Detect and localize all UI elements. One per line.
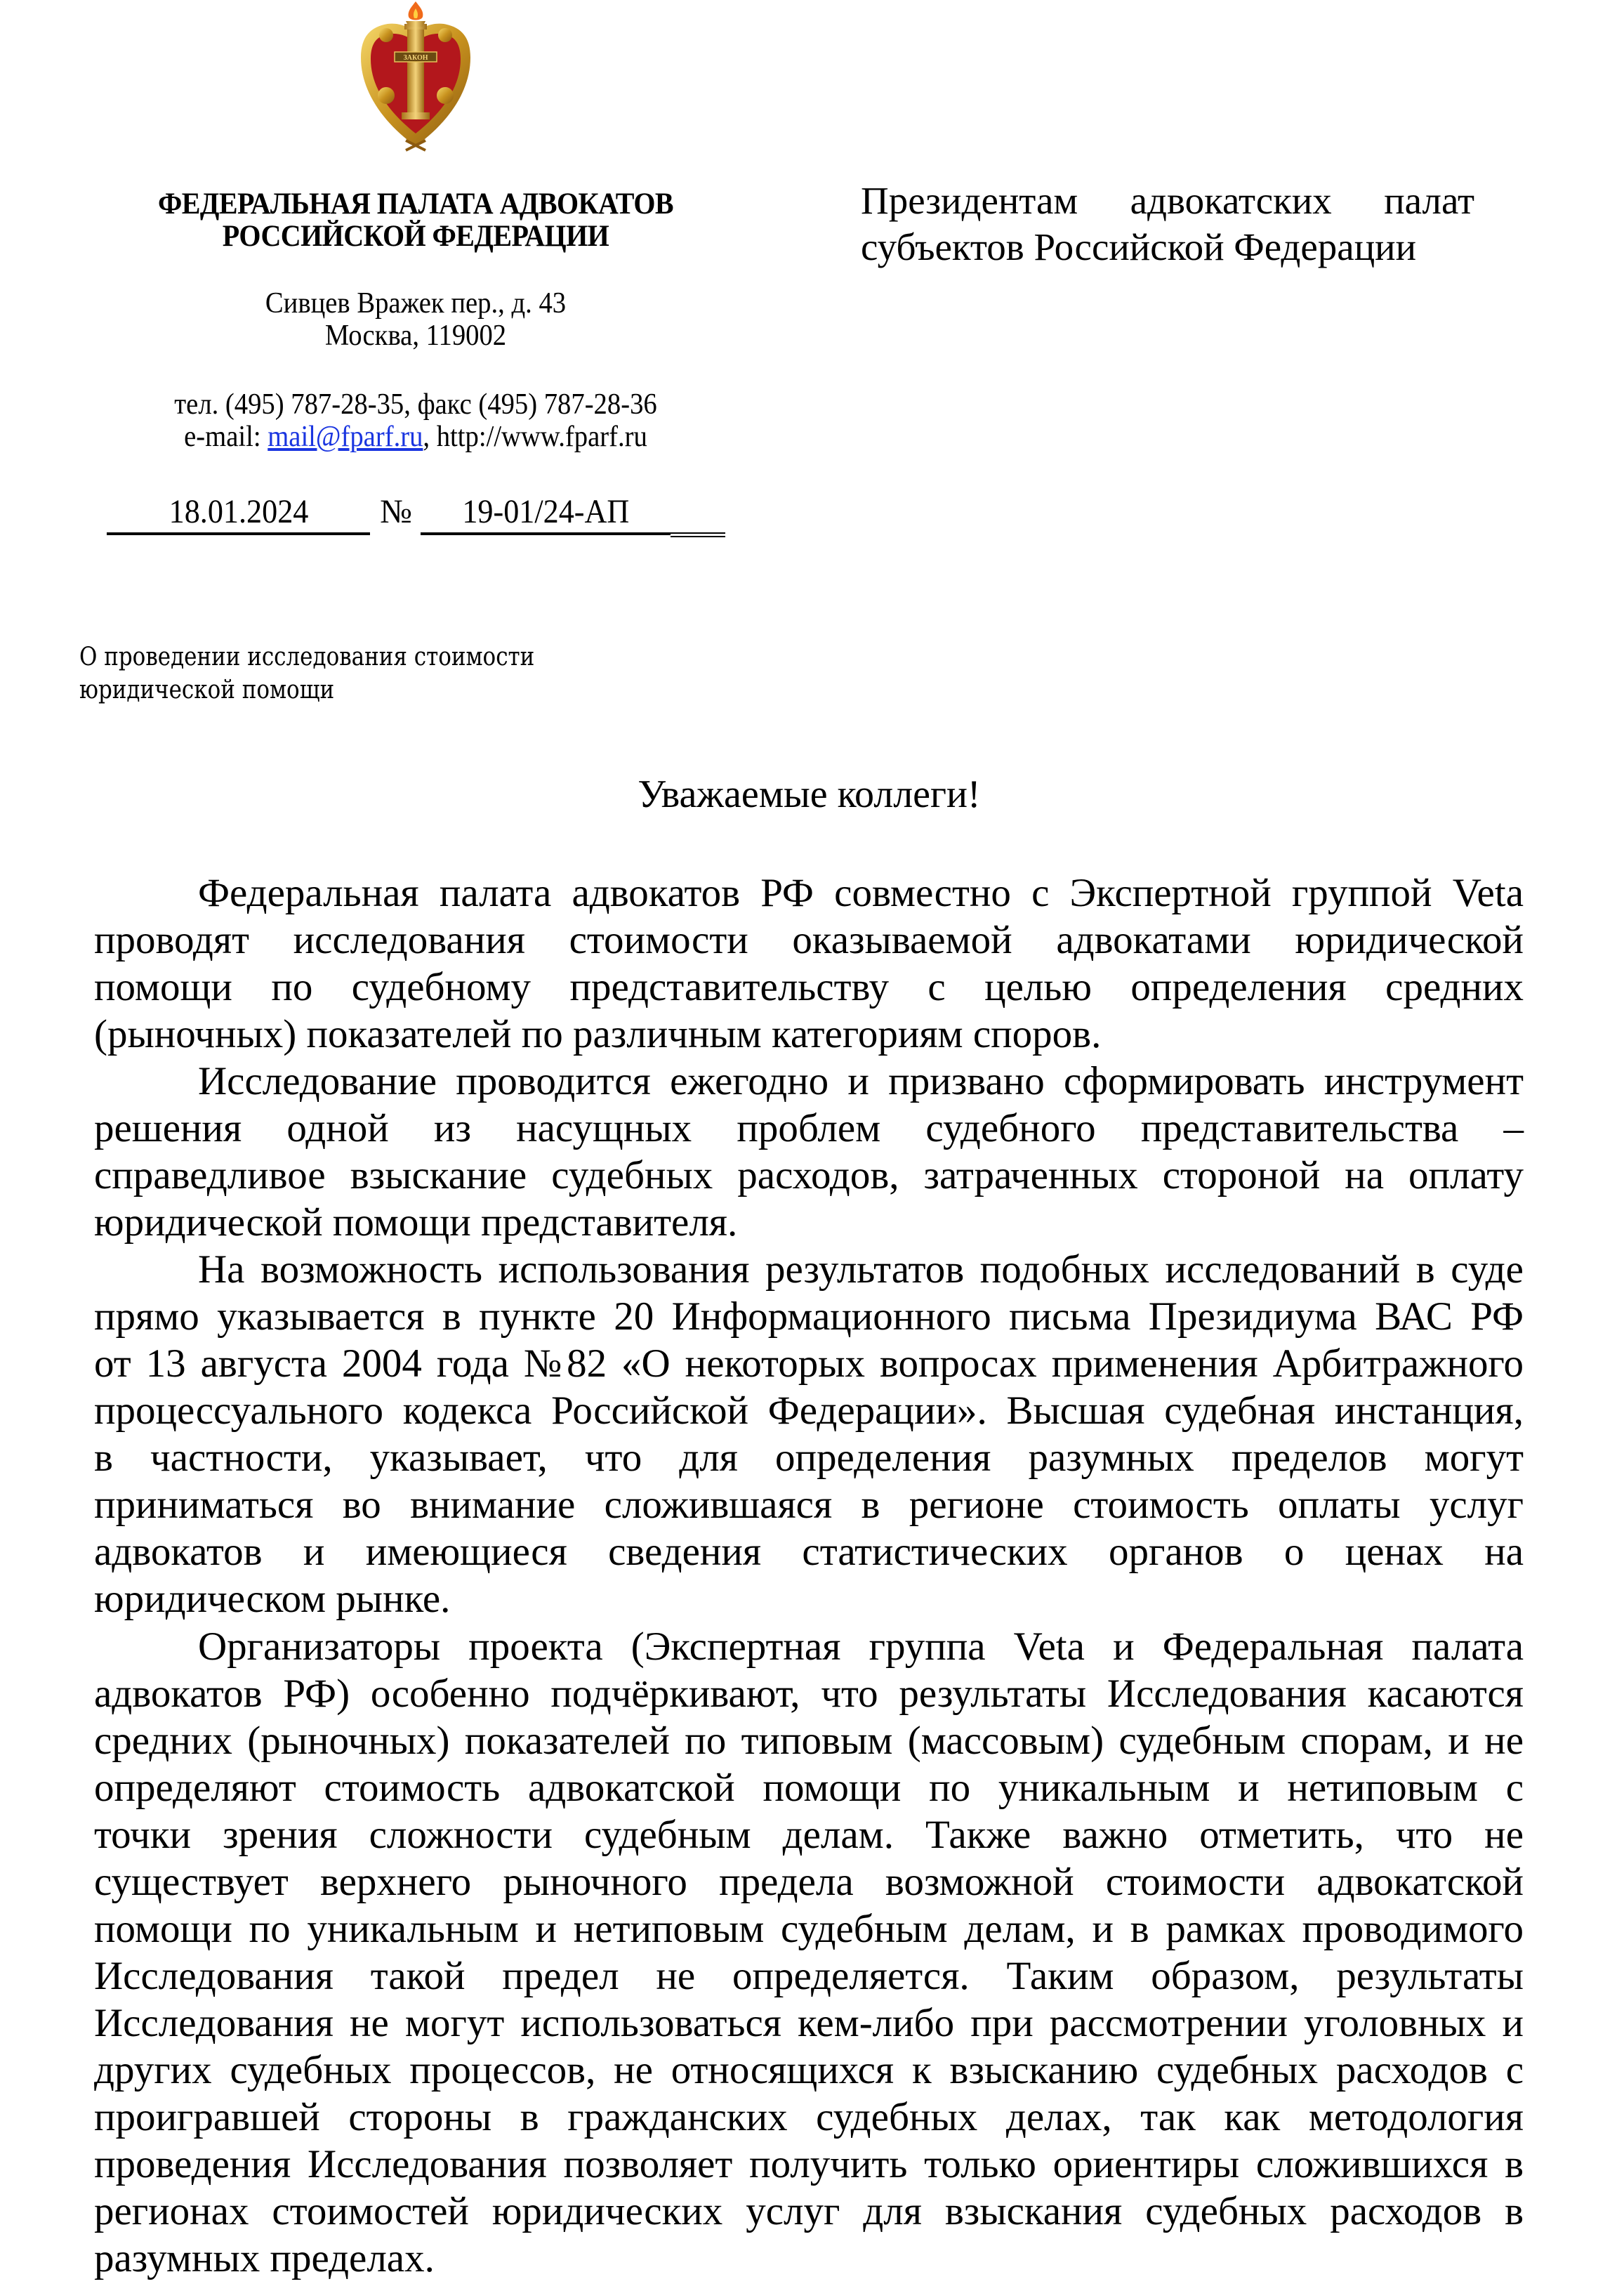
body-line: помощи по уникальным и нетиповым судебным делам, и в рамках проводимого <box>94 1906 1524 1951</box>
body-line: в частности, указывает, что для определения разумных пределов могут <box>94 1436 1524 1481</box>
registration-number-field <box>421 492 671 535</box>
number-sign: № <box>380 493 412 530</box>
registration-underline-tail <box>671 492 725 537</box>
body-paragraph <box>94 869 1524 1058</box>
body-line: регионах стоимостей юридических услуг для взыскания судебных расходов в <box>94 2188 1524 2233</box>
body-paragraph <box>94 1246 1524 1622</box>
subject-line1: О проведении исследования стоимости <box>79 643 535 671</box>
body-line: (рыночных) показателей по различным категориям споров. <box>94 1012 1102 1057</box>
contact-phone-fax: тел. (495) 787-28-35, факс (495) 787-28-36 <box>174 388 657 421</box>
body-line: существует верхнего рыночного предела возможной стоимости адвокатской <box>94 1859 1524 1904</box>
website-text: http://www.fparf.ru <box>436 421 647 453</box>
addressee-line2: субъектов Российской Федерации <box>861 225 1417 268</box>
scroll-curl-left <box>378 87 395 104</box>
greeting <box>0 771 1624 818</box>
body-line: приниматься во внимание сложившаяся в регионе стоимость оплаты услуг <box>94 1483 1524 1528</box>
registration-date-field <box>107 492 370 535</box>
body-line: Организаторы проекта (Экспертная группа Veta и Федеральная палата <box>198 1624 1524 1669</box>
plaque-text: ЗАКОН <box>403 54 428 62</box>
subject-line2: юридической помощи <box>79 676 335 704</box>
body-line: прямо указывается в пункте 20 Информационного письма Президиума ВАС РФ <box>94 1294 1524 1339</box>
scroll-curl-right <box>437 87 454 104</box>
body-line: Исследование проводится ежегодно и призвано сформировать инструмент <box>198 1059 1524 1104</box>
contact-email-web <box>130 421 701 453</box>
body-line: проведения Исследования позволяет получить только ориентиры сложившихся в <box>94 2141 1524 2186</box>
letter-body <box>94 869 1524 2282</box>
addressee-line1: Президентам адвокатских палат <box>861 179 1474 222</box>
body-line: точки зрения сложности судебным делам. Также важно отметить, что не <box>94 1812 1524 1857</box>
email-label: e-mail: <box>184 421 268 453</box>
greeting-text: Уважаемые коллеги! <box>638 773 981 816</box>
fpa-emblem-logo <box>355 0 476 155</box>
body-line: адвокатов РФ) особенно подчёркивают, что результаты Исследования касаются <box>94 1671 1524 1716</box>
body-paragraph <box>94 1058 1524 1246</box>
body-line: от 13 августа 2004 года №82 «О некоторых вопросах применения Арбитражного <box>94 1341 1524 1386</box>
body-line: Исследования такой предел не определяется. Таким образом, результаты <box>94 1953 1524 1998</box>
body-line: Федеральная палата адвокатов РФ совместно с Экспертной группой Veta <box>198 871 1524 915</box>
body-line: решения одной из насущных проблем судебного представительства – <box>94 1106 1524 1151</box>
address-street: Сивцев Вражек пер., д. 43 <box>265 287 567 320</box>
body-line: средних (рыночных) показателей по типовым (массовым) судебным спорам, и не <box>94 1718 1524 1763</box>
registration-date: 18.01.2024 <box>169 493 308 530</box>
body-line: помощи по судебному представительству с целью определения средних <box>94 965 1524 1010</box>
emblem-icon <box>355 0 476 155</box>
body-line: других судебных процессов, не относящихся к взысканию судебных расходов с <box>94 2047 1524 2092</box>
body-line: юридической помощи представителя. <box>94 1200 738 1245</box>
body-line: определяют стоимость адвокатской помощи по уникальным и нетиповым с <box>94 1765 1524 1810</box>
org-name-line2: РОССИЙСКОЙ ФЕДЕРАЦИИ <box>222 220 609 253</box>
body-line: На возможность использования результатов подобных исследований в суде <box>198 1247 1524 1292</box>
body-line: справедливое взыскание судебных расходов, затраченных стороной на оплату <box>94 1153 1524 1198</box>
scroll-curl-top-right <box>438 28 452 42</box>
body-line: процессуального кодекса Российской Федерации». Высшая судебная инстанция, <box>94 1389 1524 1433</box>
address-city: Москва, 119002 <box>324 320 507 352</box>
body-line: адвокатов и имеющиеся сведения статистических органов о ценах на <box>94 1530 1524 1575</box>
column <box>407 25 424 118</box>
body-paragraph <box>94 1623 1524 2282</box>
body-line: проводят исследования стоимости оказываемой адвокатами юридической <box>94 918 1524 963</box>
email-separator: , <box>423 421 437 453</box>
registration-number: 19-01/24-АП <box>462 493 629 530</box>
body-line: проигравшей стороны в гражданских судебных делах, так как методология <box>94 2094 1524 2139</box>
body-line: разумных пределах. <box>94 2236 435 2280</box>
body-line: Исследования не могут использоваться кем-либо при рассмотрении уголовных и <box>94 2000 1524 2045</box>
scroll-curl-top-left <box>379 28 393 42</box>
body-line: юридическом рынке. <box>94 1577 451 1622</box>
email-link[interactable]: mail@fparf.ru <box>268 421 423 453</box>
org-name-line1: ФЕДЕРАЛЬНАЯ ПАЛАТА АДВОКАТОВ <box>157 188 674 221</box>
